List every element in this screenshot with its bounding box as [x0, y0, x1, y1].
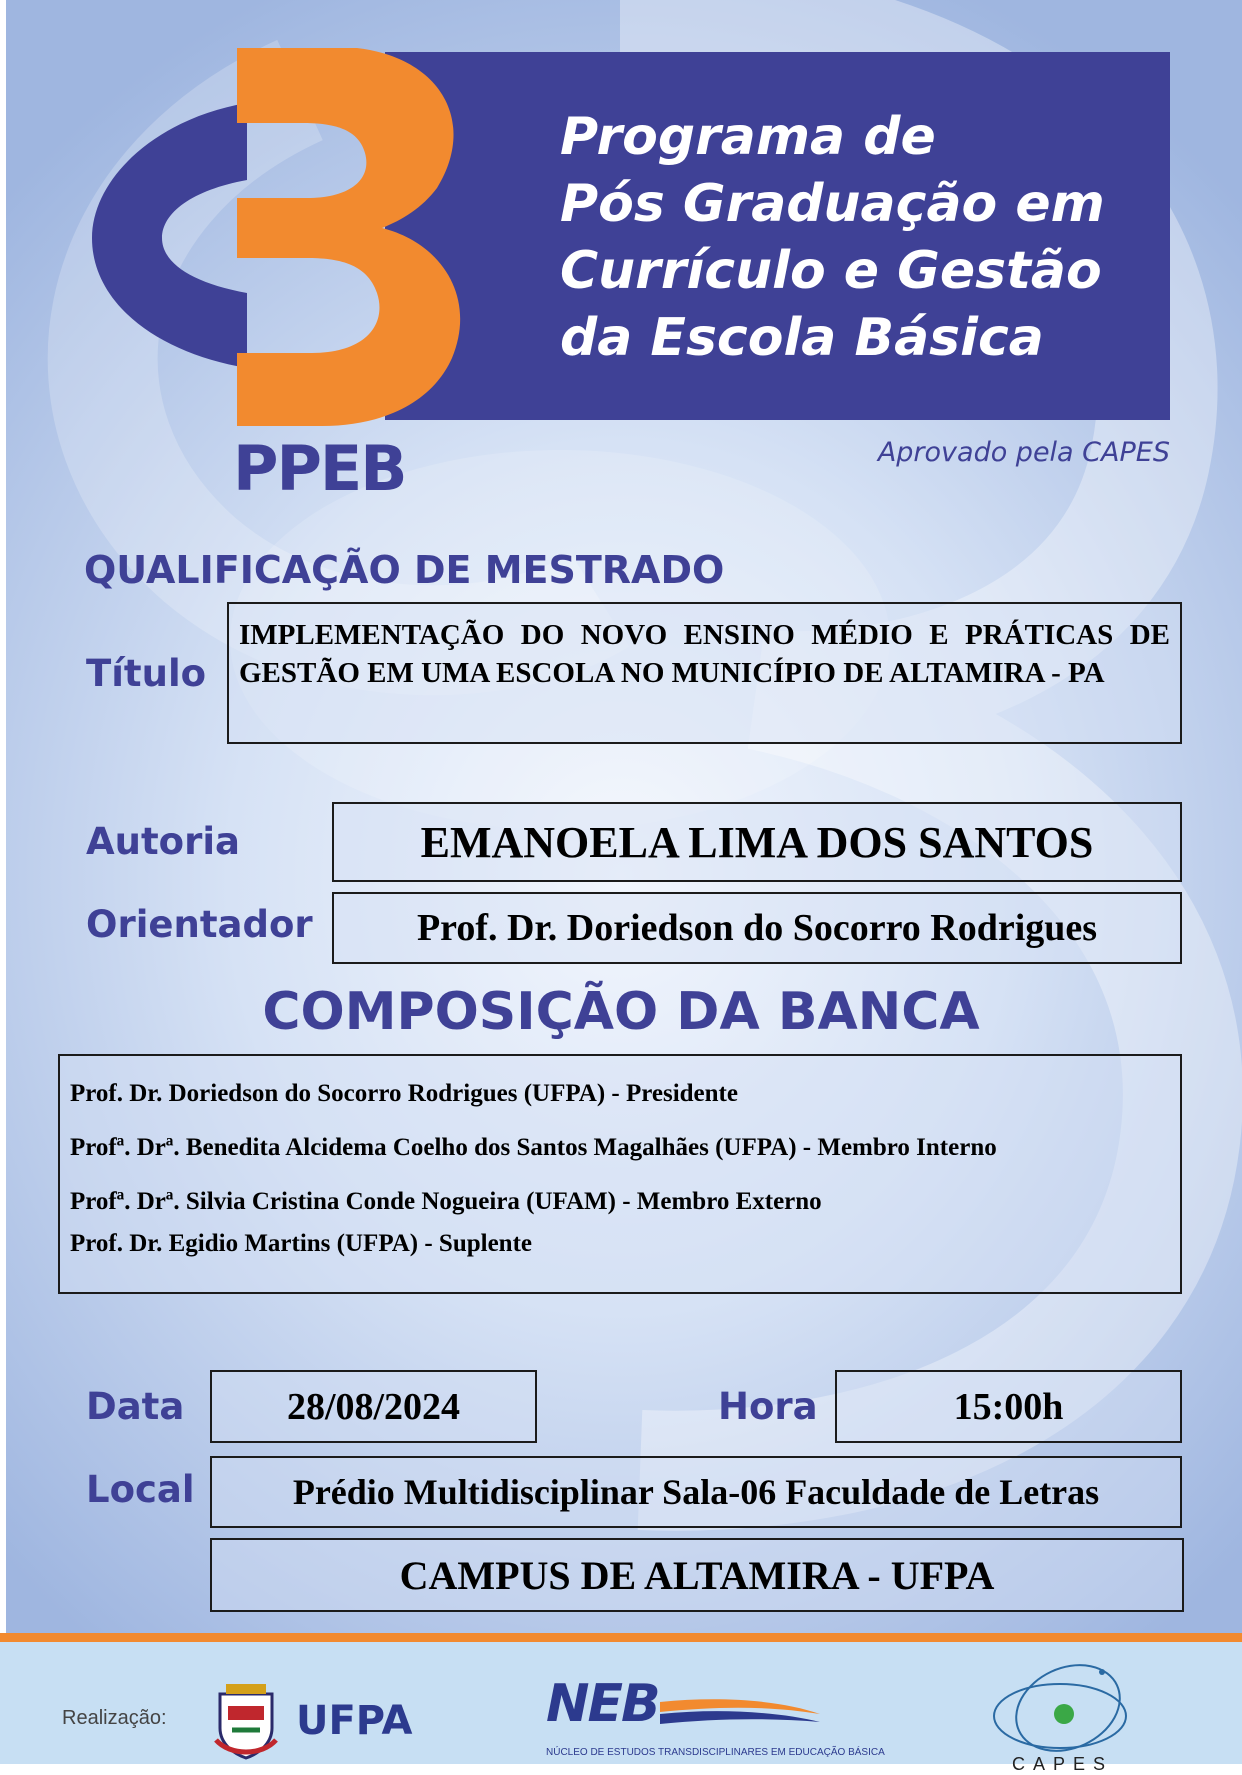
- board-heading: COMPOSIÇÃO DA BANCA: [262, 982, 980, 1042]
- author-name: EMANOELA LIMA DOS SANTOS: [420, 817, 1094, 867]
- advisor-box: [332, 892, 1182, 964]
- thesis-title: IMPLEMENTAÇÃO DO NOVO ENSINO MÉDIO E PRÁTICAS DE GESTÃO EM UMA ESCOLA NO MUNICÍPIO DE ALTAMIRA - PA: [239, 619, 1170, 689]
- author-box: [332, 802, 1182, 882]
- date-value: 28/08/2024: [286, 1385, 461, 1428]
- neb-swoosh-icon: [660, 1692, 820, 1732]
- title-label: Título: [86, 652, 207, 695]
- time-label: Hora: [718, 1385, 818, 1428]
- location-label: Local: [86, 1468, 195, 1511]
- event-type-heading: QUALIFICAÇÃO DE MESTRADO: [84, 548, 725, 592]
- time-value: 15:00h: [953, 1385, 1064, 1428]
- ppeb-acronym: PPEB: [233, 432, 406, 505]
- campus-box: [210, 1538, 1184, 1612]
- ufpa-wordmark: UFPA: [296, 1698, 413, 1744]
- program-title-line: Programa de: [560, 107, 936, 167]
- campus-value: CAMPUS DE ALTAMIRA - UFPA: [399, 1552, 995, 1598]
- neb-wordmark: NEB: [546, 1674, 659, 1734]
- capes-approval-note: Aprovado pela CAPES: [877, 437, 1170, 468]
- program-title-line: Currículo e Gestão: [560, 241, 1102, 301]
- neb-caption: NÚCLEO DE ESTUDOS TRANSDISCIPLINARES EM EDUCAÇÃO BÁSICA: [546, 1747, 885, 1758]
- advisor-name: Prof. Dr. Doriedson do Socorro Rodrigues: [416, 907, 1098, 949]
- author-label: Autoria: [86, 820, 240, 863]
- board-member: Profª. Drª. Silvia Cristina Conde Nogueira (UFAM) - Membro Externo: [70, 1188, 822, 1215]
- footer-bar: [0, 1633, 1242, 1774]
- capes-logo-icon: [990, 1664, 1150, 1754]
- thesis-title-box: [227, 602, 1182, 744]
- board-member: Profª. Drª. Benedita Alcidema Coelho dos Santos Magalhães (UFPA) - Membro Interno: [70, 1134, 997, 1161]
- board-member: Prof. Dr. Doriedson do Socorro Rodrigues (UFPA) - Presidente: [70, 1080, 738, 1107]
- time-box: [835, 1370, 1182, 1443]
- date-box: [210, 1370, 537, 1443]
- board-members-box: [58, 1054, 1182, 1294]
- location-box: [210, 1456, 1182, 1528]
- board-member: Prof. Dr. Egidio Martins (UFPA) - Suplente: [70, 1230, 533, 1257]
- program-title: [560, 104, 1160, 372]
- ufpa-crest-icon: [210, 1680, 282, 1760]
- location-value: Prédio Multidisciplinar Sala-06 Faculdade de Letras: [292, 1472, 1100, 1512]
- advisor-label: Orientador: [86, 903, 313, 946]
- ppeb-logo-icon: [82, 48, 482, 428]
- date-label: Data: [86, 1385, 185, 1428]
- program-title-line: da Escola Básica: [560, 308, 1044, 368]
- capes-wordmark: CAPES: [1012, 1754, 1114, 1774]
- program-title-line: Pós Graduação em: [560, 174, 1105, 234]
- realization-label: Realização:: [62, 1707, 167, 1729]
